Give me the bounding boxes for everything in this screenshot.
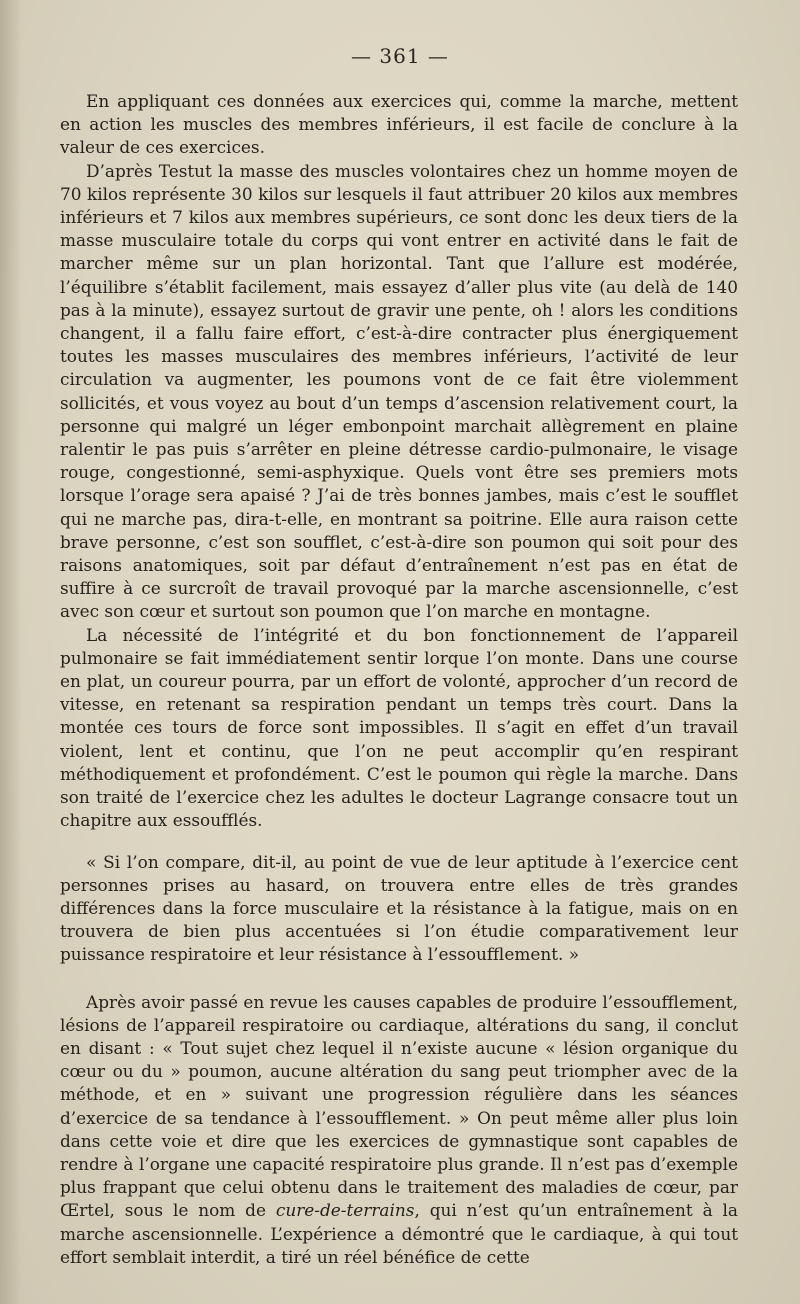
quote-paragraph: « Si l’on compare, dit-il, au point de vue de leur aptitude à l’exercice cent personnes prises au hasard, on trouvera entre elles de très grandes différences dans la force musculaire et la résistance à la fatigue, mais on en trouvera de bien plus accentuées si l’on étudie comparativement leur puissance respiratoire et leur résistance à l’essoufflement. » (60, 851, 738, 965)
paragraph-5-text-b: , qui n’est qu’un entraînement à la marche ascensionnelle. L’expérience a démontré que le cardiaque, à qui tout effort semblait interdit, a tiré un réel bénéfice de cette (60, 1200, 738, 1267)
paragraph-2: D’après Testut la masse des muscles volontaires chez un homme moyen de 70 kilos représente 30 kilos sur lesquels il faut attribuer 20 kilos aux membres inférieurs et 7 kilos aux membres supérieurs, ce sont donc les deux tiers de la masse musculaire totale du corps qui vont entrer en activité dans le fait de marcher même sur un plan horizontal. Tant que l’allure est modérée, l’équilibre s’établit facilement, mais essayez d’aller plus vite (au delà de 140 pas à la minute), essayez surtout de gravir une pente, oh ! alors les conditions changent, il a fallu faire effort, c’est-à-dire contracter plus énergiquement toutes les masses musculaires des membres inférieurs, l’activité de leur circulation va augmenter, les poumons vont de ce fait être violemment sollicités, et vous voyez au bout d’un temps d’ascension relativement court, la personne qui malgré un léger embonpoint marchait allègrement en plaine ralentir le pas puis s’arrêter en pleine détresse cardio-pulmonaire, le visage rouge, congestionné, semi-asphyxique. Quels vont être ses premiers mots lorsque l’orage sera apaisé ? J’ai de très bonnes jambes, mais c’est le soufflet qui ne marche pas, dira-t-elle, en montrant sa poitrine. Elle aura raison cette brave personne, c’est son soufflet, c’est-à-dire son poumon qui soit pour des raisons anatomiques, soit par défaut d’entraînement n’est pas en état de suffire à ce surcroît de travail provoqué par la marche ascensionnelle, c’est avec son cœur et surtout son poumon que l’on marche en montagne. (60, 160, 738, 622)
paragraph-5 (60, 991, 738, 1269)
page-number: — 361 — (351, 44, 449, 68)
paragraph-5-text-a: Après avoir passé en revue les causes capables de produire l’essoufflement, lésions de l’appareil respiratoire ou cardiaque, altérations du sang, il conclut en disant : « Tout sujet chez lequel il n’existe aucune « lésion organique du cœur ou du » poumon, aucune altération du sang peut triompher avec de la méthode, et en » suivant une progression régulière dans les séances d’exercice de sa tendance à l’essoufflement. » On peut même aller plus loin dans cette voie et dire que les exercices de gymnastique sont capables de rendre à l’organe une capacité respiratoire plus grande. Il n’est pas d’exemple plus frappant que celui obtenu dans le traitement des maladies de cœur, par Œrtel, sous le nom de (60, 991, 738, 1221)
body-text (60, 90, 738, 1269)
italic-term: cure-de-terrains (275, 1200, 415, 1221)
page-edge-shadow (0, 0, 22, 1304)
paragraph-3: La nécessité de l’intégrité et du bon fonctionnement de l’appareil pulmonaire se fait immédiatement sentir lorque l’on monte. Dans une course en plat, un coureur pourra, par un effort de volonté, approcher d’un record de vitesse, en retenant sa respiration pendant un temps très court. Dans la montée ces tours de force sont impossibles. Il s’agit en effet d’un travail violent, lent et continu, que l’on ne peut accomplir qu’en respirant méthodiquement et profondément. C’est le poumon qui règle la marche. Dans son traité de l’exercice chez les adultes le docteur Lagrange consacre tout un chapitre aux essoufflés. (60, 624, 738, 831)
paragraph-1: En appliquant ces données aux exercices qui, comme la marche, mettent en action les muscles des membres inférieurs, il est facile de conclure à la valeur de ces exercices. (60, 91, 738, 158)
